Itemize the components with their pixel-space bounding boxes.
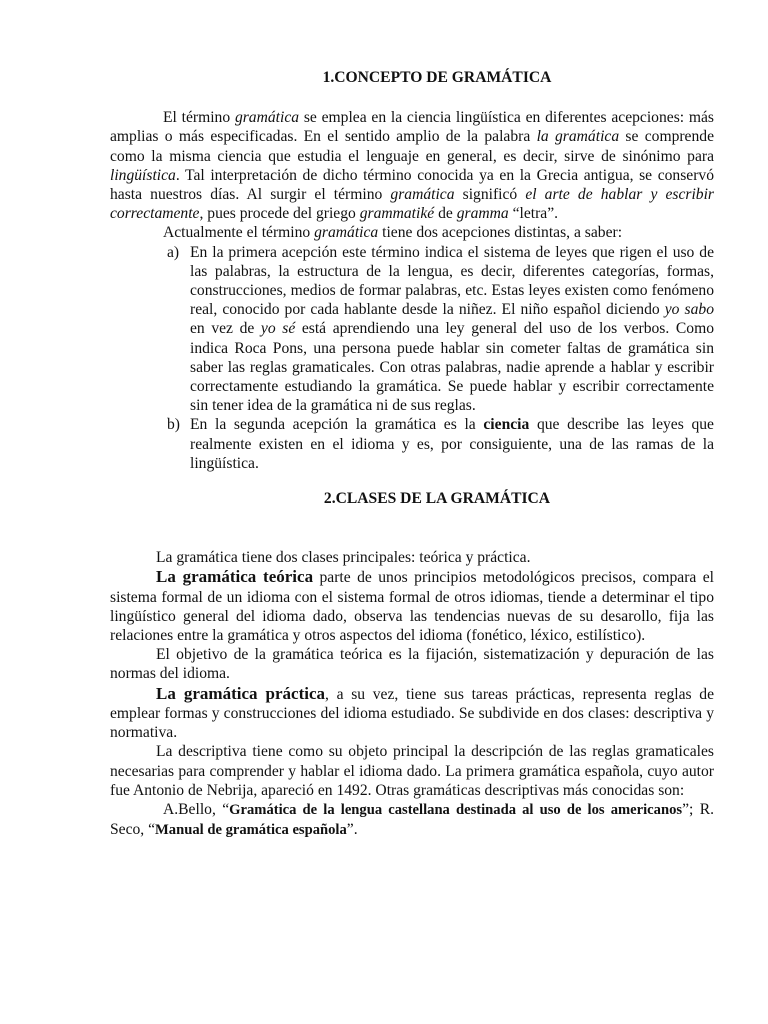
text-run: yo sé — [260, 320, 296, 338]
text-run: que describe las leyes que realmente existen en el idioma y es, por consiguiente, una de las ramas de la lingüística. — [190, 416, 714, 472]
text-run: gramma — [456, 205, 509, 223]
section-1-paragraph-2 — [110, 223, 714, 242]
text-run: . Tal interpretación de dicho término conocida ya en la Grecia antigua, se conservó hasta nuestros días. Al surgir el término — [110, 166, 714, 204]
text-run: significó — [454, 186, 526, 204]
list-marker: a) — [167, 243, 180, 261]
text-run: yo sabo — [664, 301, 714, 319]
text-run: en vez de — [190, 320, 261, 338]
text-run: tiene dos acepciones distintas, a saber: — [378, 224, 623, 242]
text-run: Actualmente el término — [163, 224, 315, 242]
text-run: ”; R. Seco, “ — [110, 800, 714, 839]
text-run: El término — [163, 109, 235, 127]
text-run: A.Bello, “ — [163, 800, 230, 818]
text-run: , a su vez, tiene sus tareas prácticas, representa reglas de emplear formas y construcciones del idioma estudiado. Se subdivide en dos clases: descriptiva y normativa. — [110, 685, 714, 742]
text-run: el arte de hablar y escribir correctamente — [110, 186, 714, 223]
document-page — [110, 58, 714, 840]
text-run: lingüística — [110, 166, 176, 184]
list-marker: b) — [167, 416, 180, 434]
text-run: , pues procede del griego — [199, 205, 360, 223]
text-run: se comprende como la misma ciencia que estudia el lenguaje en general, es decir, sirve de sinónimo para — [110, 128, 714, 165]
section-2-paragraph-6 — [110, 800, 714, 840]
text-run: En la segunda acepción la gramática es la — [190, 416, 484, 434]
list-item — [110, 243, 714, 416]
section-2-paragraph-3 — [110, 645, 714, 683]
list-item-text — [190, 244, 714, 415]
text-run: La gramática práctica — [156, 683, 326, 703]
section-1-title: 1.CONCEPTO DE GRAMÁTICA — [322, 69, 552, 86]
text-run: la gramática — [536, 128, 620, 146]
section-2-paragraph-1 — [110, 548, 714, 567]
text-run: gramática — [390, 186, 455, 204]
text-run: gramática — [234, 109, 300, 127]
acceptions-list — [110, 243, 714, 473]
text-run: ciencia — [483, 416, 530, 434]
text-run: En la primera acepción este término indica el sistema de leyes que rigen el uso de las palabras, la estructura de la lengua, es decir, diferentes categorías, formas, construcciones, medios de formar palabras, etc. Estas leyes existen como fenómeno real, conocido por cada hablante desde la niñez. El niño español diciendo — [190, 243, 714, 319]
text-run: está aprendiendo una ley general del uso de los verbos. Como indica Roca Pons, una persona puede hablar sin cometer faltas de gramática sin saber las reglas gramaticales. Con otras palabras, nadie aprende a hablar y escribir correctamente estudiando la gramática. Se puede hablar y escribir correctamente sin tener idea de la gramática ni de sus reglas. — [190, 320, 714, 415]
text-run: El objetivo de la gramática teórica es la fijación, sistematización y depuración de las normas del idioma. — [110, 646, 714, 683]
section-2-paragraph-2 — [110, 567, 714, 645]
text-run: grammatiké — [359, 205, 435, 223]
text-run: Manual de gramática española — [155, 822, 347, 839]
section-1-paragraph-1 — [110, 108, 714, 223]
text-run: La descriptiva tiene como su objeto principal la descripción de las reglas gramaticales necesarias para comprender y hablar el idioma dado. La primera gramática española, cuyo autor fue Antonio de Nebrija, apareció en 1492. Otras gramáticas descriptivas más conocidas son: — [110, 743, 714, 799]
text-run: ”. — [346, 821, 358, 839]
text-run: Gramática de la lengua castellana destinada al uso de los americanos — [229, 801, 683, 818]
text-run: parte de unos principios metodológicos precisos, compara el sistema formal de un idioma con el sistema formal de otros idiomas, tiende a determinar el tipo lingüístico general del idioma dado, observa las tendencias nuevas de su desarollo, fija las relaciones entre la gramática y otros aspectos del idioma (fonético, léxico, estilístico). — [110, 569, 714, 645]
list-item-text — [190, 416, 714, 471]
text-run: se emplea en la ciencia lingüística en diferentes acepciones: más amplias o más especificadas. En el sentido amplio de la palabra — [110, 109, 714, 146]
text-run: gramática — [314, 224, 379, 242]
text-run: “letra”. — [508, 205, 559, 223]
text-run: La gramática teórica — [156, 567, 314, 587]
section-2-paragraph-5 — [110, 742, 714, 800]
text-run: La gramática tiene dos clases principales: teórica y práctica. — [156, 549, 531, 567]
list-item — [110, 415, 714, 473]
text-run: de — [434, 205, 457, 223]
section-2-paragraph-4 — [110, 684, 714, 743]
section-2-title: 2.CLASES DE LA GRAMÁTICA — [323, 490, 551, 508]
